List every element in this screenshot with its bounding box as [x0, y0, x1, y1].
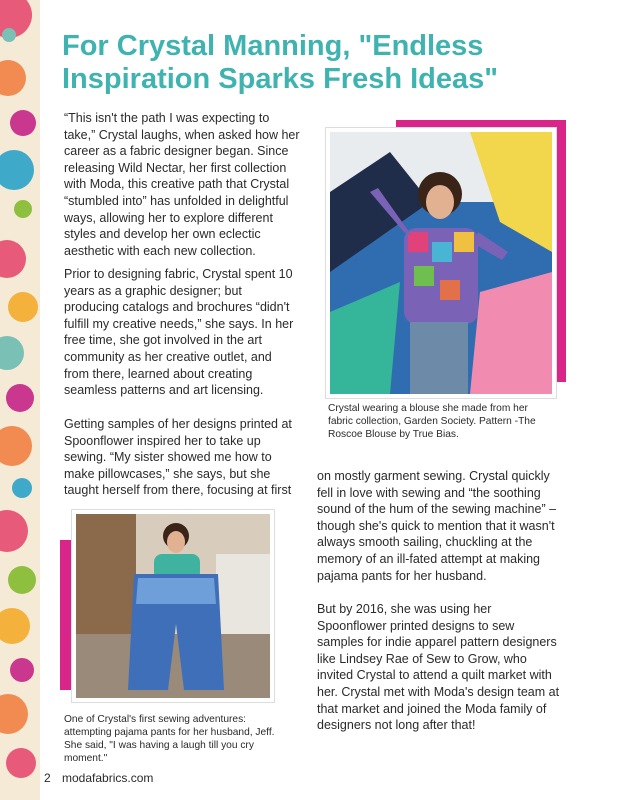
- photo-crystal-blouse: [326, 128, 556, 398]
- flower-decoration: [2, 28, 16, 42]
- photo-pajama-pants: [72, 510, 274, 702]
- floral-border: [0, 0, 40, 800]
- photo-caption: One of Crystal's first sewing adventures: attempting pajama pants for her husband, Jeff. She said, "I was having a laugh till you cry moment.": [64, 714, 275, 764]
- flower-decoration: [0, 694, 28, 734]
- photo-caption: Crystal wearing a blouse she made from her fabric collection, Garden Society. Pattern -The Roscoe Blouse by True Bias.: [328, 403, 536, 440]
- flower-decoration: [0, 336, 24, 370]
- footer-site: modafabrics.com: [62, 771, 154, 785]
- page-number: 2: [44, 771, 51, 785]
- paragraph: on mostly garment sewing. Crystal quickly fell in love with sewing and “the soothing sound of the hum of the sewing machine” – though she's quick to mention that it wasn't always smooth sailing, chuckling at the memory of an ill-fated attempt at making pajama pants for her husband.: [317, 469, 557, 583]
- flower-decoration: [0, 426, 32, 466]
- flower-decoration: [0, 608, 30, 644]
- flower-decoration: [0, 60, 26, 96]
- flower-decoration: [12, 478, 32, 498]
- flower-decoration: [10, 110, 36, 136]
- pajama-photo-image: [76, 514, 270, 698]
- flower-decoration: [8, 566, 36, 594]
- paragraph: Prior to designing fabric, Crystal spent 10 years as a graphic designer; but producing catalogs and brochures “didn't fulfill my creative needs,” she says. In her free time, she got involved in the art community as her creative outlet, and from there, learned about creating seamless patterns and art licensing.: [64, 267, 294, 398]
- article-title: For Crystal Manning, "Endless Inspiration Sparks Fresh Ideas": [62, 30, 499, 95]
- flower-decoration: [0, 510, 28, 552]
- flower-decoration: [0, 240, 26, 278]
- flower-decoration: [14, 200, 32, 218]
- paragraph: But by 2016, she was using her Spoonflower printed designs to sew samples for indie apparel pattern designers like Lindsey Rae of Sew to Grow, who invited Crystal to attend a quilt market with her. Crystal met with Moda's design team at that market and joined the Moda family of designers not long after that!: [317, 602, 560, 733]
- mural-photo-image: [330, 132, 552, 394]
- paragraph: Getting samples of her designs printed at Spoonflower inspired her to take up sewing. “My sister showed me how to make pillowcases,” she says, but she taught herself from there, focusing at first: [64, 417, 292, 498]
- paragraph: “This isn't the path I was expecting to take,” Crystal laughs, when asked how her career as a fabric designer began. Since releasing Wild Nectar, her first collection with Moda, this creative path that Crystal “stumbled into” has unfolded in delightful ways, allowing her to explore different styles and develop her own eclectic aesthetic with each new collection.: [64, 111, 300, 258]
- flower-decoration: [6, 384, 34, 412]
- flower-decoration: [0, 150, 34, 190]
- flower-decoration: [6, 748, 36, 778]
- flower-decoration: [10, 658, 34, 682]
- flower-decoration: [8, 292, 38, 322]
